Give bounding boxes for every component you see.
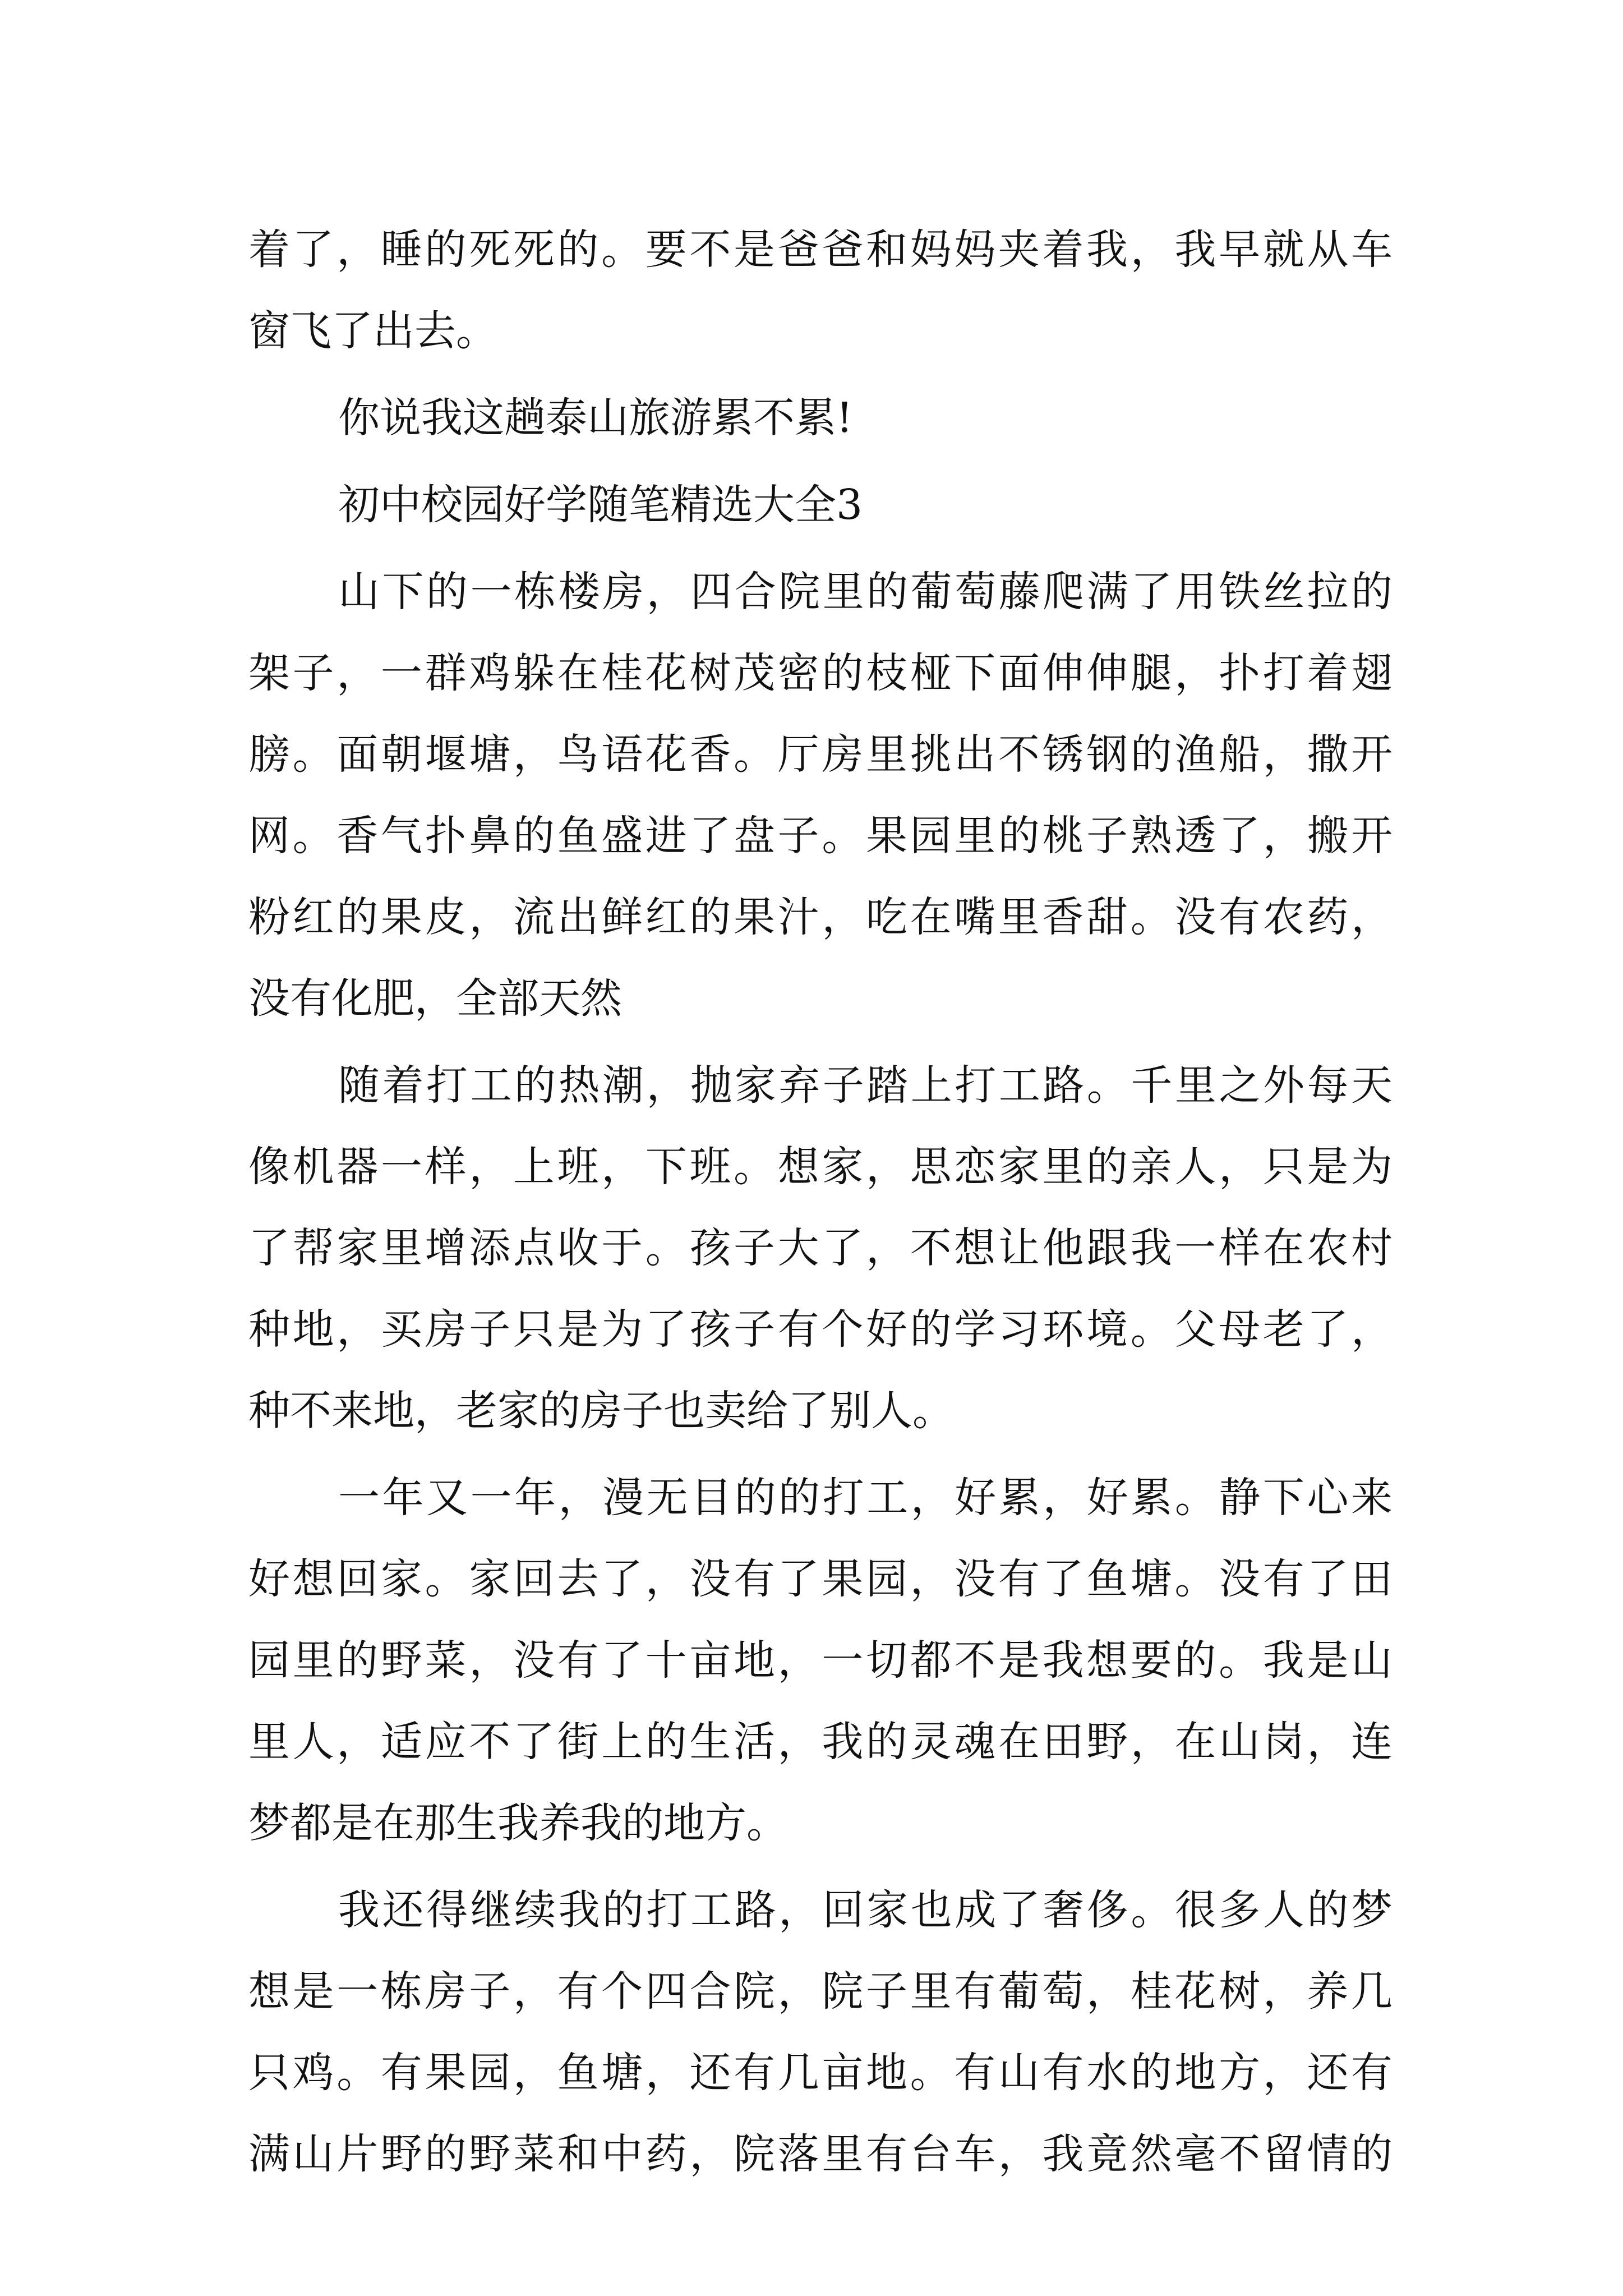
text-line: 粉红的果皮，流出鲜红的果汁，吃在嘴里香甜。没有农药， [248,893,1393,941]
text-line: 山下的一栋楼房，四合院里的葡萄藤爬满了用铁丝拉的 [338,568,1393,616]
text-line: 想是一栋房子，有个四合院，院子里有葡萄，桂花树，养几 [248,1967,1393,2016]
text-line: 只鸡。有果园，鱼塘，还有几亩地。有山有水的地方，还有 [248,2049,1393,2097]
text-line: 没有化肥，全部天然 [248,974,622,1023]
section-heading: 初中校园好学随笔精选大全3 [338,481,863,529]
text-line: 梦都是在那生我养我的地方。 [248,1799,788,1847]
text-line: 着了，睡的死死的。要不是爸爸和妈妈夹着我，我早就从车 [248,226,1393,274]
text-line: 里人，适应不了街上的生活，我的灵魂在田野，在山岗，连 [248,1718,1393,1766]
text-line: 种不来地，老家的房子也卖给了别人。 [248,1387,954,1435]
text-line: 膀。面朝堰塘，鸟语花香。厅房里挑出不锈钢的渔船，撒开 [248,730,1393,779]
text-line: 我还得继续我的打工路，回家也成了奢侈。很多人的梦 [338,1886,1393,1934]
text-line: 窗飞了出去。 [248,307,497,355]
text-line: 随着打工的热潮，抛家弃子踏上打工路。千里之外每天 [338,1061,1393,1110]
text-line: 园里的野菜，没有了十亩地，一切都不是我想要的。我是山 [248,1636,1393,1685]
text-line: 架子，一群鸡躲在桂花树茂密的枝桠下面伸伸腿，扑打着翅 [248,649,1393,697]
text-line: 像机器一样，上班，下班。想家，思恋家里的亲人，只是为 [248,1143,1393,1191]
text-line: 了帮家里增添点收于。孩子大了，不想让他跟我一样在农村 [248,1224,1393,1272]
text-line: 好想回家。家回去了，没有了果园，没有了鱼塘。没有了田 [248,1555,1393,1603]
text-line: 种地，买房子只是为了孩子有个好的学习环境。父母老了， [248,1305,1393,1354]
text-line: 网。香气扑鼻的鱼盛进了盘子。果园里的桃子熟透了，搬开 [248,812,1393,860]
document-body [248,209,1393,2195]
text-line: 满山片野的野菜和中药，院落里有台车，我竟然毫不留情的 [248,2130,1393,2178]
text-line: 一年又一年，漫无目的的打工，好累，好累。静下心来 [338,1474,1393,1522]
text-line: 你说我这趟泰山旅游累不累! [338,394,853,442]
